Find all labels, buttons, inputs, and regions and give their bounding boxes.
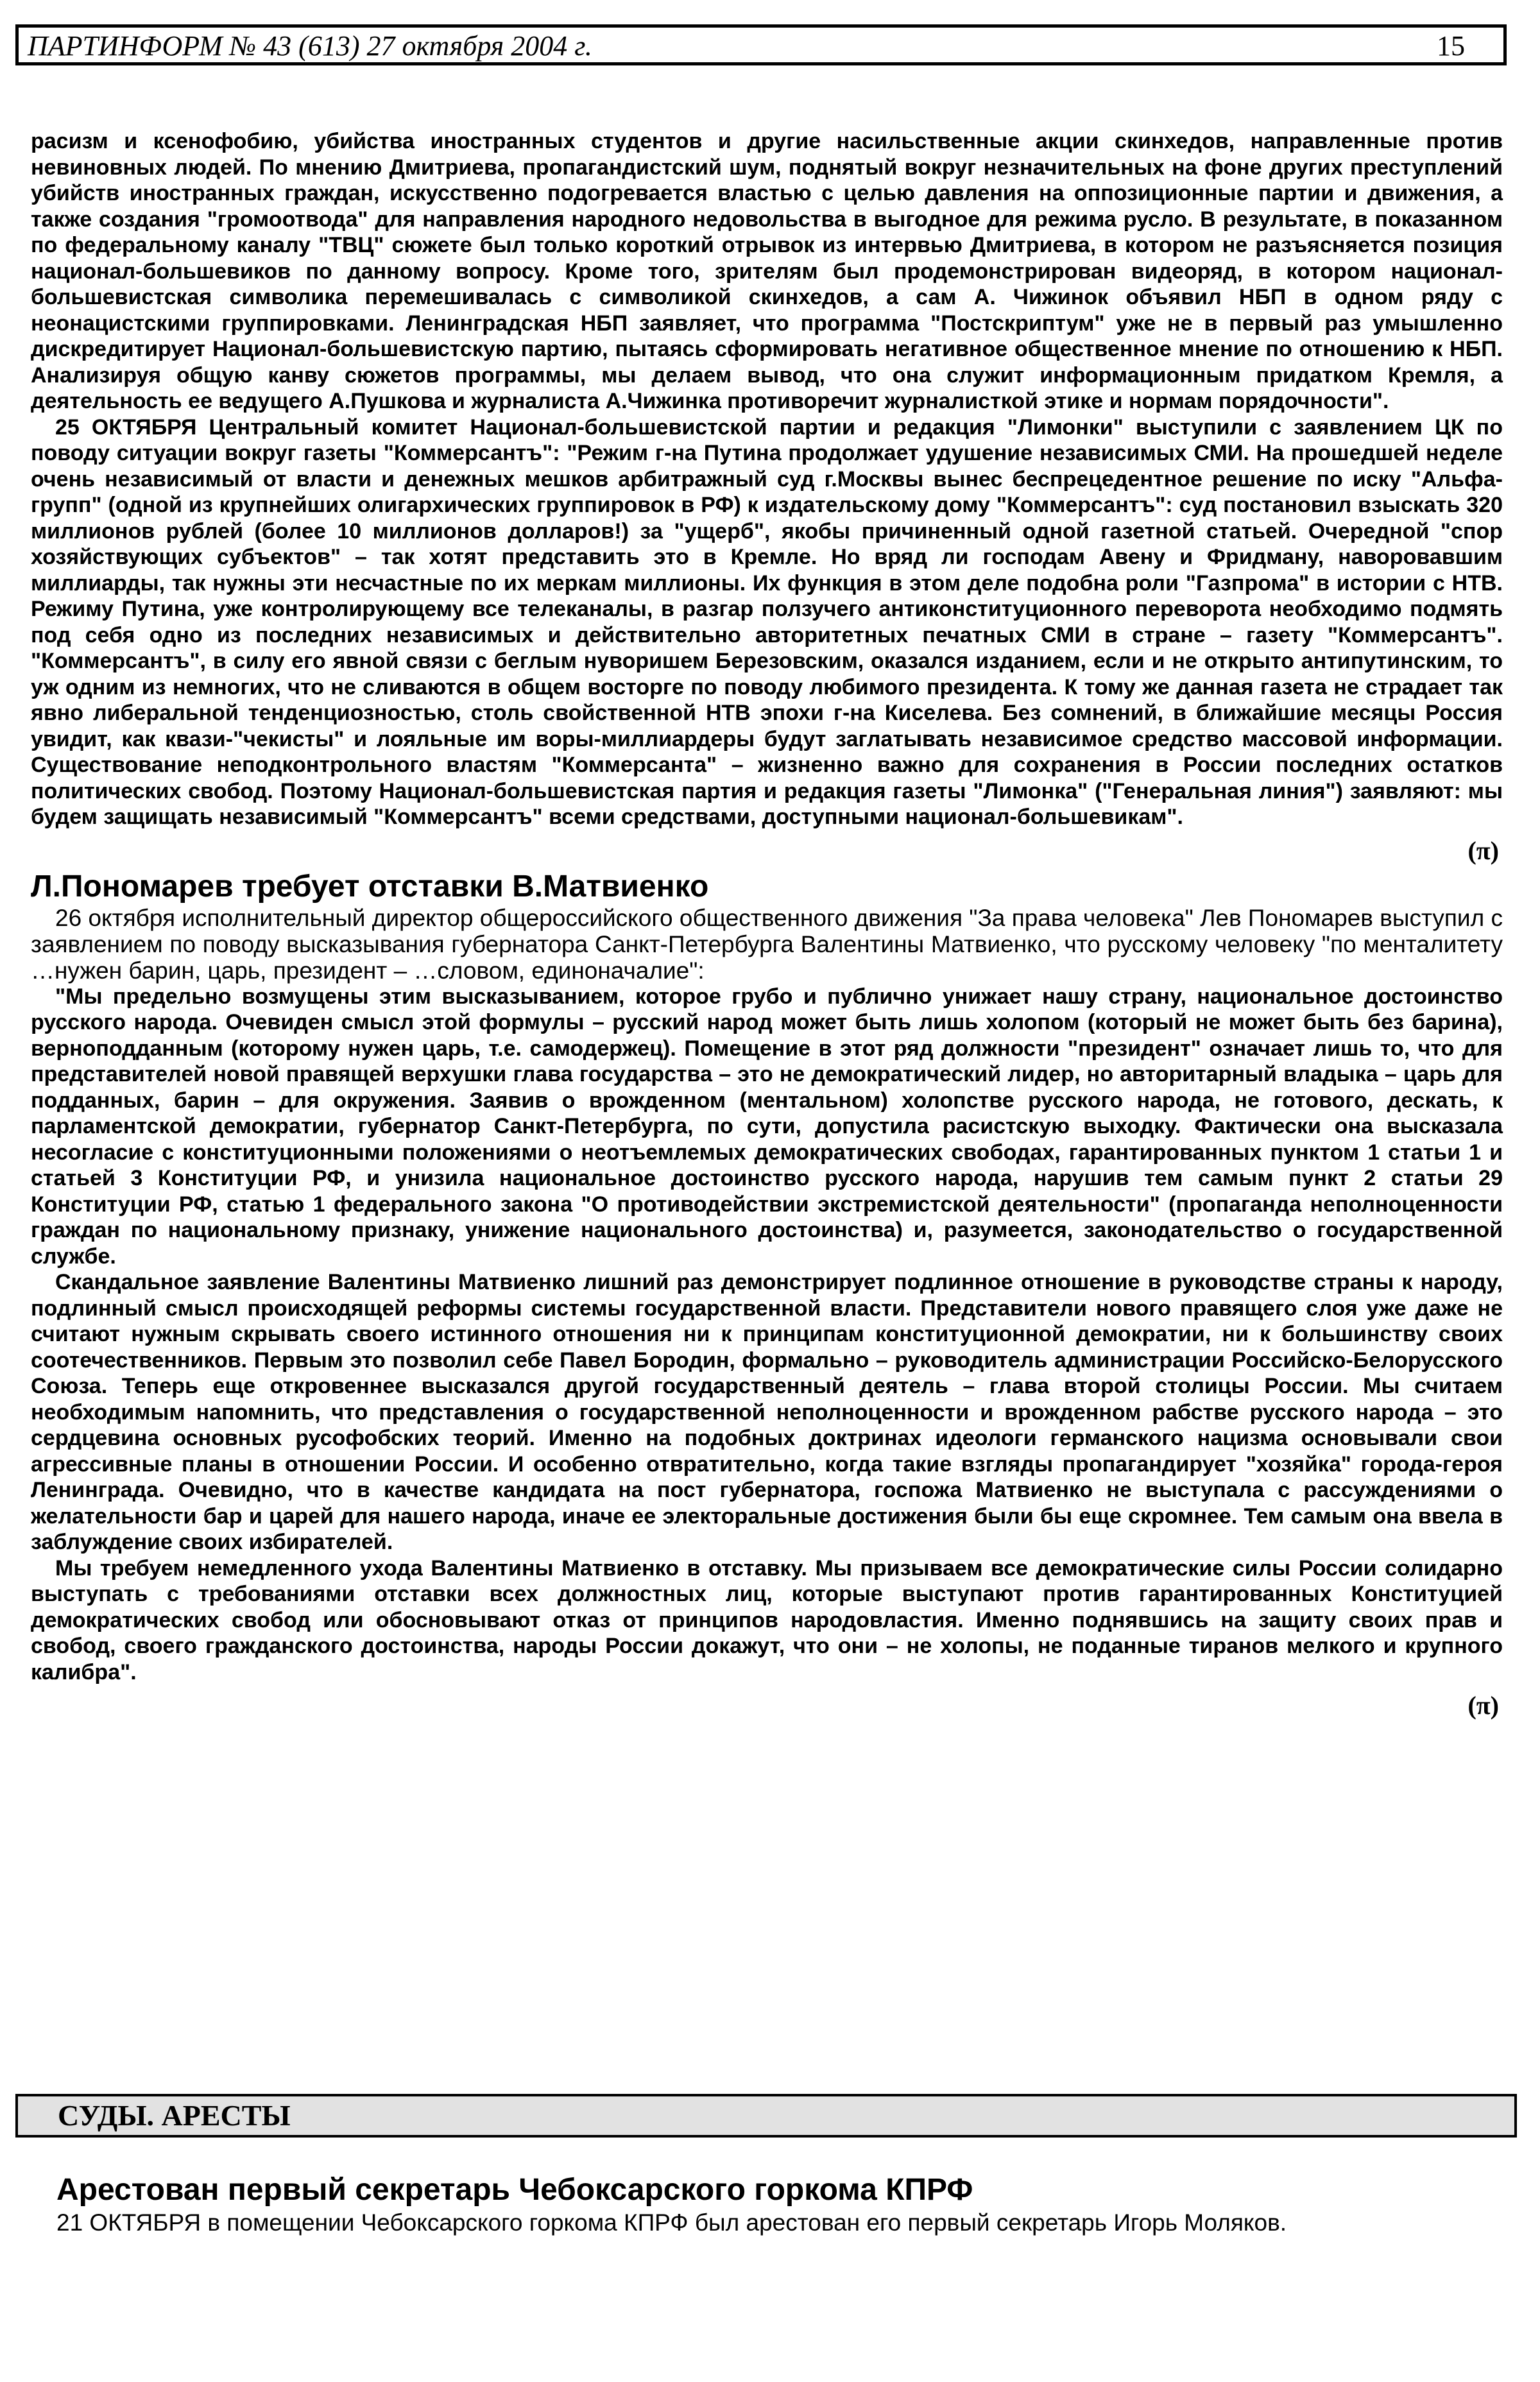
header-title: ПАРТИНФОРМ № 43 (613) 27 октября 2004 г. bbox=[28, 30, 592, 62]
article3-text: 21 ОКТЯБРЯ в помещении Чебоксарского горкома КПРФ был арестован его первый секретарь Игорь Моляков. bbox=[56, 2209, 1287, 2236]
article2-signature: (π) bbox=[1467, 1691, 1499, 1720]
article2-paragraph: Скандальное заявление Валентины Матвиенко лишний раз демонстрирует подлинное отношение в руководстве страны к народу, подлинный смысл происходящей реформы системы государственной власти. Представители нового правящего слоя уже даже не считают нужным скрывать своего истинного отношения ни к принципам конституционной демократии, ни к большинству своих соотечественников. Первым это позволил себе Павел Бородин, формально – руководитель администрации Российско-Белорусского Союза. Теперь еще откровеннее высказался другой государственный деятель – глава второй столицы России. Мы считаем необходимым напомнить, что представления о государственной неполноценности и врожденном рабстве русского народа – это сердцевина основных русофобских теорий. Именно на подобных доктринах идеологи германского нацизма основывали свои агрессивные планы в отношении России. И особенно отвратительно, когда такие взгляды пропагандирует "хозяйка" города-героя Ленинграда. Очевидно, что в качестве кандидата на пост губернатора, госпожа Матвиенко не выступала с рассуждениями о желательности бар и царей для нашего народа, иначе ее электоральные достижения были бы еще скромнее. Тем самым она ввела в заблуждение своих избирателей. bbox=[31, 1270, 1503, 1554]
article3-title: Арестован первый секретарь Чебоксарского горкома КПРФ bbox=[56, 2173, 973, 2207]
article2-paragraph: "Мы предельно возмущены этим высказыванием, которое грубо и публично унижает нашу страну, национальное достоинство русского народа. Очевиден смысл этой формулы – русский народ может быть лишь холопом (который не может быть без барина), верноподданным (которому нужен царь, т.е. самодержец). Помещение в этот ряд должности "президент" означает лишь то, что для представителей новой правящей верхушки глава государства – это не демократический лидер, но авторитарный владыка – царь для подданных, барин – для окружения. Заявив о врожденном (ментальном) холопстве русского народа, не готового, дескать, к парламентской демократии, губернатор Санкт-Петербурга, по сути, допустила расистскую выходку. Фактически она высказала несогласие с конституционными положениями о неотъемлемых демократических свободах, гарантированных пунктом 1 статьи 1 и статьей 3 Конституции РФ, и унизила национальное достоинство русского народа, нарушив тем самым пункт 2 статьи 29 Конституции РФ, статью 1 федерального закона "О противодействии экстремистской деятельности" (пропаганда неполноценности граждан по национальному признаку, унижение национального достоинства) и, разумеется, законодательство о государственной службе. bbox=[31, 984, 1503, 1269]
page-header bbox=[15, 24, 1507, 65]
article2-paragraph: Мы требуем немедленного ухода Валентины Матвиенко в отставку. Мы призываем все демократические силы России солидарно выступать с требованиями отставки всех должностных лиц, которые выступают против гарантированных Конституцией демократических свобод или обосновывают отказ от принципов народовластия. Именно поднявшись на защиту своих прав и свобод, своего гражданского достоинства, народы России докажут, что они – не холопы, не поданные тиранов мелкого и крупного калибра". bbox=[31, 1555, 1503, 1684]
section-header: СУДЫ. АРЕСТЫ bbox=[15, 2094, 1517, 2138]
article2-lead: 26 октября исполнительный директор общероссийского общественного движения "За права человека" Лев Пономарев выступил с заявлением по поводу высказывания губернатора Санкт-Петербурга Валентины Матвиенко, что русскому человеку "по менталитету …нужен барин, царь, президент – …словом, единоначалие": bbox=[31, 904, 1503, 984]
article2-title: Л.Пономарев требует отставки В.Матвиенко bbox=[31, 869, 709, 904]
main-content bbox=[31, 128, 1503, 1724]
article1-paragraph: 25 ОКТЯБРЯ Центральный комитет Национал-большевистской партии и редакция "Лимонки" выступили с заявлением ЦК по поводу ситуации вокруг газеты "Коммерсантъ": "Режим г-на Путина продолжает удушение независимых СМИ. На прошедшей неделе очень независимый от власти и денежных мешков арбитражный суд г.Москвы вынес беспрецедентное решение по иску "Альфа-групп" (одной из крупнейших олигархических группировок в РФ) к издательскому дому "Коммерсантъ": суд постановил взыскать 320 миллионов рублей (более 10 миллионов долларов!) за "ущерб", якобы причиненный одной газетной статьей. Очередной "спор хозяйствующих субъектов" – так хотят представить это в Кремле. Но вряд ли господам Авену и Фридману, наворовавшим миллиарды, так нужны эти несчастные по их меркам миллионы. Их функция в этом деле подобна роли "Газпрома" в истории с НТВ. Режиму Путина, уже контролирующему все телеканалы, в разгар ползучего антиконституционного переворота необходимо подмять под себя одно из последних независимых и действительно авторитетных печатных СМИ в стране – газету "Коммерсантъ". "Коммерсантъ", в силу его явной связи с беглым нуворишем Березовским, оказался изданием, если и не открыто антипутинским, то уж одним из немногих, что не сливаются в общем восторге по поводу любимого президента. К тому же данная газета не страдает так явно либеральной тенденциозностью, столь свойственной НТВ эпохи г-на Киселева. Без сомнений, в ближайшие месяцы Россия увидит, как квази-"чекисты" и лояльные им воры-миллиардеры будут заглатывать независимое средство массовой информации. Существование неподконтрольного властям "Коммерсанта" – жизненно важно для сохранения в России последних остатков политических свобод. Поэтому Национал-большевистская партия и редакция газеты "Лимонка" ("Генеральная линия") заявляют: мы будем защищать независимый "Коммерсантъ" всеми средствами, доступными национал-большевикам". bbox=[31, 415, 1503, 829]
article1-signature: (π) bbox=[1467, 835, 1499, 865]
article3 bbox=[56, 2172, 1513, 2237]
article1-paragraph: расизм и ксенофобию, убийства иностранных студентов и другие насильственные акции скинхедов, направленные против невиновных людей. По мнению Дмитриева, пропагандистский шум, поднятый вокруг незначительных на фоне других преступлений убийств иностранных граждан, искусственно подогревается властью с целью давления на оппозиционные партии и движения, а также создания "громоотвода" для направления народного недовольства в выгодное для режима русло. В результате, в показанном по федеральному каналу "ТВЦ" сюжете был только короткий отрывок из интервью Дмитриева, в котором не разъясняется позиция национал-большевиков по данному вопросу. Кроме того, зрителям был продемонстрирован видеоряд, в котором национал-большевистская символика перемешивалась с символикой скинхедов, а сам А. Чижинок объявил НБП в одном ряду с неонацистскими группировками. Ленинградская НБП заявляет, что программа "Постскриптум" уже не в первый раз умышленно дискредитирует Национал-большевистскую партию, пытаясь сформировать негативное общественное мнение по отношению к НБП. Анализируя общую канву сюжетов программы, мы делаем вывод, что она служит информационным придатком Кремля, а деятельность ее ведущего А.Пушкова и журналиста А.Чижинка противоречит журналисткой этике и нормам порядочности". bbox=[31, 129, 1503, 413]
page-number: 15 bbox=[1437, 30, 1465, 62]
